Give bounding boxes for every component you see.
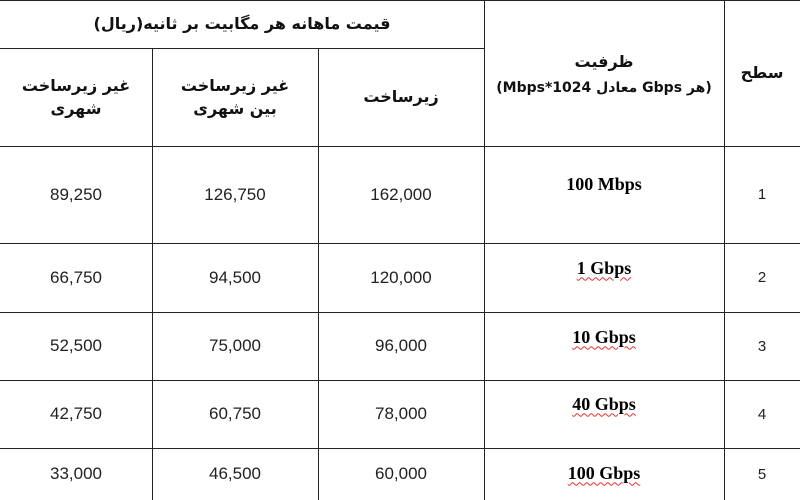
capacity-value: 1 Gbps bbox=[576, 257, 632, 278]
table-row-1-capacity bbox=[484, 146, 724, 222]
table-row-4-urban bbox=[0, 380, 152, 448]
urban-price: 52,500 bbox=[50, 336, 102, 355]
level-value: 5 bbox=[757, 465, 767, 483]
table-row-3-level bbox=[724, 312, 800, 380]
capacity-header-note: (هر Gbps معادل 1024*Mbps) bbox=[496, 79, 712, 96]
capacity-value: 100 Mbps bbox=[566, 173, 642, 194]
intercity-price: 46,500 bbox=[209, 464, 261, 483]
capacity-value: 40 Gbps bbox=[572, 393, 636, 414]
capacity-value: 100 Gbps bbox=[567, 462, 641, 483]
table-row-3-urban bbox=[0, 312, 152, 380]
intercity-price: 126,750 bbox=[204, 184, 266, 204]
urban-price: 42,750 bbox=[50, 404, 102, 423]
urban-header-text: غیر زیرساخت شهری bbox=[21, 75, 131, 118]
table-row-2-infra bbox=[318, 243, 484, 312]
price-group-header bbox=[0, 0, 484, 48]
table-row-1-level bbox=[724, 146, 800, 243]
infra-price: 60,000 bbox=[375, 464, 427, 483]
intercity-price: 60,750 bbox=[209, 404, 261, 423]
level-header bbox=[724, 0, 800, 146]
table-row-3-infra bbox=[318, 312, 484, 380]
infra-price: 162,000 bbox=[370, 184, 432, 204]
capacity-value: 10 Gbps bbox=[572, 326, 636, 347]
infra-header-text: زیرساخت bbox=[363, 87, 439, 107]
table-row-1-intercity bbox=[152, 146, 318, 243]
table-row-5-level bbox=[724, 448, 800, 500]
table-row-2-level bbox=[724, 243, 800, 312]
table-row-5-urban bbox=[0, 448, 152, 500]
infra-header bbox=[318, 48, 484, 146]
table-row-3-capacity bbox=[484, 312, 724, 362]
level-value: 1 bbox=[757, 186, 767, 203]
table-row-5-capacity bbox=[484, 448, 724, 498]
infra-price: 96,000 bbox=[375, 336, 427, 355]
capacity-header bbox=[484, 0, 724, 146]
table-row-1-infra bbox=[318, 146, 484, 243]
urban-price: 89,250 bbox=[50, 184, 102, 204]
level-value: 2 bbox=[757, 269, 767, 286]
table-row-3-intercity bbox=[152, 312, 318, 380]
table-row-1-urban bbox=[0, 146, 152, 243]
capacity-header-title: ظرفیت bbox=[574, 52, 634, 72]
intercity-price: 75,000 bbox=[209, 336, 261, 355]
price-group-header-text: قیمت ماهانه هر مگابیت بر ثانیه(ریال) bbox=[93, 14, 391, 34]
table-row-4-capacity bbox=[484, 380, 724, 428]
intercity-price: 94,500 bbox=[209, 267, 261, 287]
table-row-4-infra bbox=[318, 380, 484, 448]
table-row-5-infra bbox=[318, 448, 484, 500]
urban-price: 66,750 bbox=[50, 267, 102, 287]
level-value: 3 bbox=[757, 337, 767, 355]
urban-header bbox=[0, 48, 152, 146]
table-row-2-intercity bbox=[152, 243, 318, 312]
intercity-header-line1: غیر زیرساخت bbox=[180, 75, 290, 95]
table-row-4-intercity bbox=[152, 380, 318, 448]
infra-price: 78,000 bbox=[375, 404, 427, 423]
infra-price: 120,000 bbox=[370, 267, 432, 287]
urban-price: 33,000 bbox=[50, 464, 102, 483]
intercity-header bbox=[152, 48, 318, 146]
table-row-4-level bbox=[724, 380, 800, 448]
table-row-2-capacity bbox=[484, 243, 724, 293]
intercity-header-line2: بین شهری bbox=[193, 99, 277, 118]
table-row-2-urban bbox=[0, 243, 152, 312]
level-header-text: سطح bbox=[740, 63, 784, 83]
level-value: 4 bbox=[757, 405, 767, 423]
table-row-5-intercity bbox=[152, 448, 318, 500]
